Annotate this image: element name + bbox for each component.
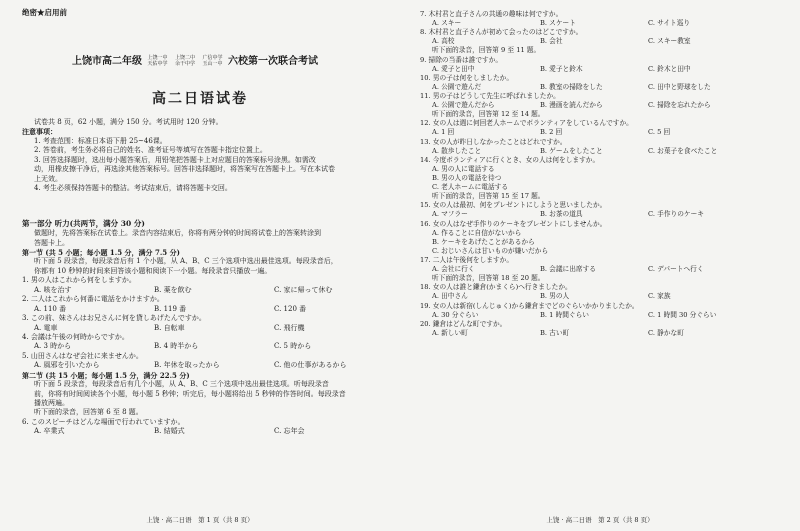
question: 20. 鎌倉はどんな町ですか。 — [420, 319, 507, 328]
sec1-title: 第一节 (共 5 小题；每小题 1.5 分，满分 7.5 分) — [22, 248, 180, 257]
question: 13. 女の人が昨日しなかったことはどれですか。 — [420, 137, 567, 146]
option-c: C. 5 時から — [274, 342, 312, 351]
question-options — [22, 286, 384, 295]
option-b: B. 男の人 — [540, 292, 570, 301]
sec2-title: 第二节 (共 15 小题；每小题 1.5 分，满分 22.5 分) — [22, 370, 190, 380]
option-c: C. 他の仕事があるから — [274, 361, 347, 370]
option-a: A. スキー — [432, 19, 462, 28]
option-a: A. 電車 — [34, 323, 58, 332]
text-line: 2. 答卷前，考生务必将自己的姓名、准考证号等填写在答题卡指定位置上。 — [34, 146, 267, 155]
exam-title-city: 上饶市高二年级 — [72, 56, 142, 67]
option-a: A. 散歩したこと — [432, 146, 482, 155]
section-note: 听下面的录音，回答第 18 至 20 题。 — [432, 274, 545, 283]
text-line: 听下面的录音，回答第 6 至 8 题。 — [34, 408, 143, 417]
question: 12. 女の人は週に何回老人ホームでボランティアをしているんですか。 — [420, 119, 633, 128]
question-2: 2. 二人はこれから何番に電話をかけますか。 — [22, 295, 164, 304]
text-line: 前，你将有时间阅读各个小题，每小题 5 秒钟；听完后，每小题将给出 5 秒钟的作答时间。每段录音 — [34, 389, 346, 398]
option-a: A. 1 回 — [432, 128, 455, 137]
option-b: B. スケート — [540, 19, 576, 28]
option-c: C. 田中と野球をした — [648, 82, 711, 91]
part1-block — [22, 219, 384, 437]
question-6-options — [22, 427, 384, 436]
question-options — [420, 101, 784, 110]
question-5: 5. 山田さんはなぜ会社に来ませんか。 — [22, 351, 143, 360]
question: 15. 女の人は最初、何をプレゼントにしようと思いましたか。 — [420, 201, 607, 210]
question: 18. 女の人は誰と鎌倉(かまくら)へ行きましたか。 — [420, 283, 572, 292]
option-b: B. 119 番 — [154, 304, 187, 313]
question-options — [22, 361, 384, 370]
question: 7. 木村君と直子さんの共通の趣味は何ですか。 — [420, 10, 563, 18]
notes-title: 注意事项： — [22, 127, 57, 137]
option-c: C. 鈴木と田中 — [648, 64, 691, 73]
text-line: 4. 考生必须保持答题卡的整洁。考试结束后，请将答题卡交回。 — [34, 184, 232, 193]
page-footer-left: 上饶 · 高二日语 第 1 页（共 8 页） — [146, 516, 254, 525]
question: 11. 男の子はどうして先生に呼ばれましたか。 — [420, 91, 560, 100]
text-line: 播放两遍。 — [34, 399, 69, 407]
option-a: A. 公園で遊んだから — [432, 101, 495, 110]
exam-title-joint: 六校第一次联合考试 — [227, 56, 318, 67]
option-a: A. 会社に行く — [432, 265, 475, 274]
text-line: 3. 回答选择题时，选出每小题答案后，用铅笔把答题卡上对应题目的答案标号涂黑。如需改 — [34, 155, 316, 164]
option-a: A. 110 番 — [34, 304, 67, 313]
option-a: A. 田中さん — [432, 292, 468, 301]
option-b: B. 男の人の電話を待つ — [432, 173, 502, 182]
option-c: C. 忘年会 — [274, 427, 305, 436]
page-right — [400, 0, 800, 531]
option-c: C. 家族 — [648, 292, 671, 301]
text-line: 答题卡上。 — [34, 238, 69, 247]
option-c: C. 手作りのケーキ — [648, 210, 704, 219]
option-c: C. おじいさんは甘いものが嫌いだから — [432, 246, 549, 255]
question-4: 4. 会議は午後の何時からですか。 — [22, 332, 129, 341]
question-options — [420, 210, 784, 219]
right-questions — [420, 10, 784, 338]
question: 14. 今度ボランティアに行くとき、女の人は何をしますか。 — [420, 155, 600, 164]
schools-a: 上饶一中 天佑中学 — [147, 55, 168, 67]
option-b: B. 年休を取ったから — [154, 361, 220, 370]
option-b: B. 教室の掃除をした — [540, 82, 603, 91]
part1-intro — [22, 229, 384, 248]
option-c: C. お菓子を食べたこと — [648, 146, 718, 155]
option-a: A. 男の人に電話する — [432, 164, 495, 173]
question-options — [420, 265, 784, 274]
option-b: B. ゲームをしたこと — [540, 146, 603, 155]
exam-info-block — [22, 118, 384, 194]
option-c: C. 120 番 — [274, 304, 307, 313]
question-options — [420, 147, 784, 156]
option-b: B. 自転車 — [154, 323, 185, 332]
question-options — [22, 342, 384, 351]
option-a: A. 30 分ぐらい — [432, 310, 479, 319]
question-options — [420, 329, 784, 338]
option-b: B. お茶の道具 — [540, 210, 583, 219]
text-line: 上无效。 — [34, 174, 62, 183]
sec1-intro — [22, 257, 384, 276]
page-footer-right: 上饶 · 高二日语 第 2 页（共 8 页） — [546, 516, 654, 525]
question-options — [22, 324, 384, 333]
question-options — [420, 19, 784, 28]
subject-title: 高二日语试卷 — [152, 91, 248, 107]
question: 8. 木村君と直子さんが初めて会ったのはどこですか。 — [420, 28, 583, 37]
option-b: B. 薬を飲む — [154, 285, 192, 294]
sec1-questions — [22, 276, 384, 370]
question-options — [420, 311, 784, 320]
question-options — [420, 83, 784, 92]
section-note: 听下面的录音，回答第 12 至 14 题。 — [432, 110, 545, 119]
option-a: A. 卒業式 — [34, 427, 65, 436]
option-b: B. 4 時半から — [154, 342, 199, 351]
text-line: 听下面 5 段录音，每段录音后有几个小题，从 A、B、C 三个选项中选出最佳选项。听每段录音 — [34, 380, 329, 389]
sec2-intro — [22, 380, 384, 418]
option-c: C. 静かな町 — [648, 328, 684, 337]
option-c: C. デパートへ行く — [648, 265, 704, 274]
exam-info: 试卷共 8 页，62 小题，满分 150 分。考试用时 120 分钟。 — [34, 118, 223, 126]
question-6: 6. このスピーチはどんな場面で行われていますか。 — [22, 417, 185, 426]
option-c: C. 家に帰って休む — [274, 285, 333, 294]
text-line: 1. 考查范围：标准日本语下册 25~46课。 — [34, 136, 167, 145]
option-c: C. 5 回 — [648, 128, 671, 137]
question: 16. 女の人はなぜ手作りのケーキをプレゼントにしませんか。 — [420, 219, 607, 228]
option-a: A. 作ることに自信がないから — [432, 228, 522, 237]
notes-list — [22, 137, 384, 194]
option-a: A. 咳を治す — [34, 285, 72, 294]
option-a: A. 公園で遊んだ — [432, 82, 482, 91]
option-b: B. 愛子と鈴木 — [540, 64, 583, 73]
option-c: C. 1 時間 30 分ぐらい — [648, 310, 717, 319]
schools-b: 上饶二中 余干中学 — [174, 55, 195, 67]
question-options — [420, 292, 784, 301]
option-a: A. マフラー — [432, 210, 468, 219]
option-a: A. 高校 — [432, 37, 455, 46]
question-options — [420, 65, 784, 74]
section-note: 听下面的录音，回答第 9 至 11 题。 — [432, 46, 541, 55]
question-options — [22, 305, 384, 314]
option-b: B. 古い町 — [540, 328, 570, 337]
option-c: C. 飛行機 — [274, 323, 305, 332]
question: 17. 二人は午後何をしますか。 — [420, 255, 514, 264]
option-a: A. 愛子と田中 — [432, 64, 475, 73]
option-a: A. 風邪を引いたから — [34, 361, 100, 370]
option-c: C. スキー教室 — [648, 37, 691, 46]
option-b: B. 会社 — [540, 37, 563, 46]
option-a: A. 新しい町 — [432, 328, 468, 337]
question: 9. 掃除の当番は誰ですか。 — [420, 55, 503, 64]
question-options — [420, 128, 784, 137]
section-note: 听下面的录音，回答第 15 至 17 题。 — [432, 192, 545, 201]
option-b: B. ケーキをあげたことがあるから — [432, 237, 535, 246]
option-b: B. 結婚式 — [154, 427, 185, 436]
text-line: 听下面 5 段录音，每段录音后有 1 个小题，从 A、B、C 三个选项中选出最佳选项。每段录音后， — [34, 257, 338, 266]
question: 10. 男の子は何をしましたか。 — [420, 73, 514, 82]
schools-c: 广信中学 玉山一中 — [202, 55, 223, 67]
option-b: B. 1 時間ぐらい — [540, 310, 589, 319]
question-options — [420, 37, 784, 46]
option-c: C. 老人ホームに電話する — [432, 183, 509, 192]
text-line: 你都有 10 秒钟的时间来回答该小题和阅读下一小题。每段录音只播放一遍。 — [34, 266, 272, 275]
option-c: C. 掃除を忘れたから — [648, 101, 711, 110]
question-1: 1. 男の人はこれから何をしますか。 — [22, 276, 136, 285]
text-line: 动，用橡皮擦干净后，再选涂其他答案标号。回答非选择题时，将答案写在答题卡上。写在本试卷 — [34, 165, 335, 174]
confidential-label: 绝密★启用前 — [22, 8, 67, 17]
text-line: 做题时，先将答案标在试卷上。录音内容结束后，你将有两分钟的时间将试卷上的答案转涂到 — [34, 229, 321, 238]
question-3: 3. この前、妹さんはお兄さんに何を貸しあげたんですか。 — [22, 314, 206, 323]
part1-title: 第一部分 听力(共两节，满分 30 分) — [22, 219, 145, 228]
option-c: C. サイト巡り — [648, 19, 691, 28]
option-b: B. 会議に出席する — [540, 265, 596, 274]
question: 19. 女の人は新宿(しんじゅく)から鎌倉までどのぐらいかかりましたか。 — [420, 301, 639, 310]
option-b: B. 漫画を読んだから — [540, 101, 603, 110]
option-a: A. 3 時から — [34, 342, 72, 351]
exam-title — [72, 55, 372, 69]
option-b: B. 2 回 — [540, 128, 563, 137]
